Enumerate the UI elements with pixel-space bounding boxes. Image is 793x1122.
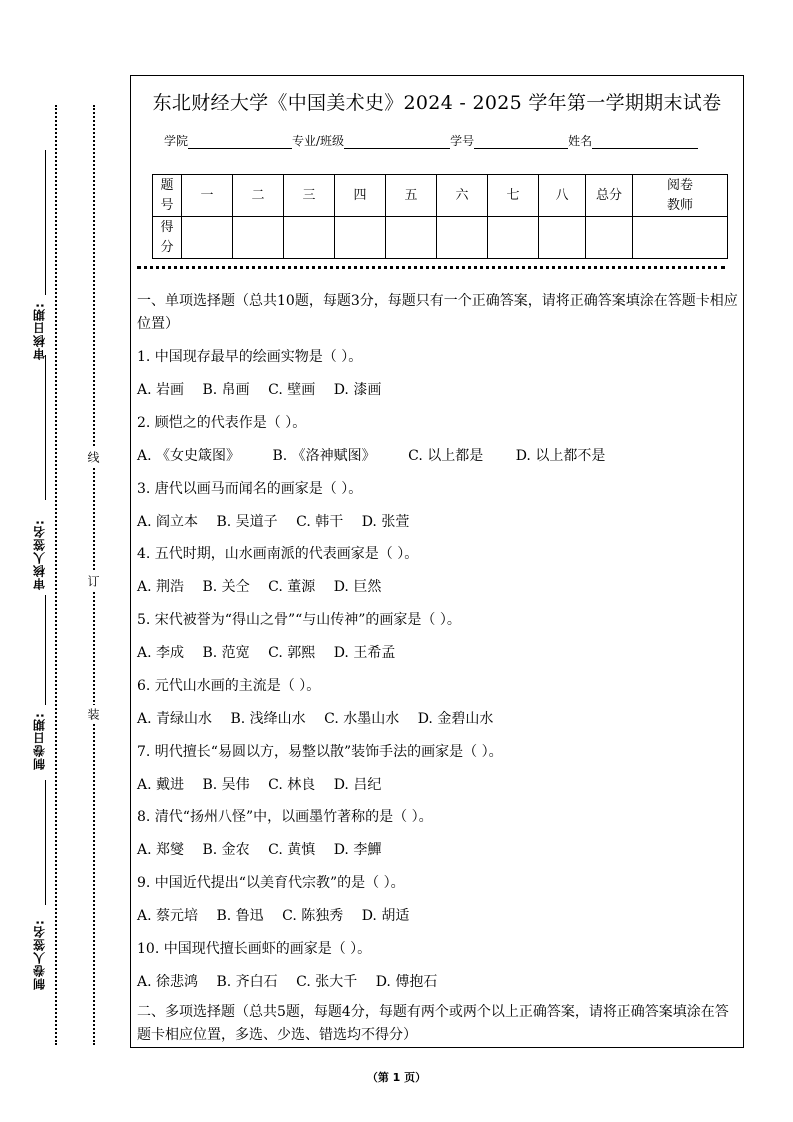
question-8-options <box>137 839 395 859</box>
option-d[interactable]: D. 金碧山水 <box>417 711 494 727</box>
option-c[interactable]: C. 以上都是 <box>408 448 484 464</box>
score-table-header-row <box>153 175 728 217</box>
student-id-field[interactable] <box>474 134 568 149</box>
col-q1: 一 <box>182 175 233 217</box>
score-cell-q5[interactable] <box>386 217 437 259</box>
score-cell-q2[interactable] <box>233 217 284 259</box>
question-7-options <box>137 774 395 794</box>
score-cell-q8[interactable] <box>539 217 586 259</box>
section2-heading: 二、多项选择题（总共5题，每题4分，每题有两个或两个以上正确答案，请将正确答案填涂在答题卡相应位置，多选、少选、错选均不得分） <box>137 1004 729 1043</box>
option-c[interactable]: C. 水墨山水 <box>324 711 400 727</box>
student-info-row <box>164 132 698 149</box>
compile-date-field[interactable] <box>45 595 46 705</box>
col-q3: 三 <box>284 175 335 217</box>
option-d[interactable]: D. 张萱 <box>361 514 410 530</box>
option-b[interactable]: B. 吴伟 <box>202 777 250 793</box>
option-b[interactable]: B. 金农 <box>202 842 250 858</box>
option-c[interactable]: C. 董源 <box>268 579 316 595</box>
option-c[interactable]: C. 郭熙 <box>268 645 316 661</box>
option-a[interactable]: A. 荆浩 <box>137 579 185 595</box>
option-a[interactable]: A. 蔡元培 <box>137 908 199 924</box>
option-a[interactable]: A. 徐悲鸿 <box>137 974 199 990</box>
question-3: 3. 唐代以画马而闻名的画家是（ ）。 <box>137 481 363 497</box>
option-d[interactable]: D. 吕纪 <box>333 777 382 793</box>
score-cell-grader[interactable] <box>633 217 728 259</box>
option-b[interactable]: B. 范宽 <box>202 645 250 661</box>
question-1-options <box>137 379 395 399</box>
question-6: 6. 元代山水画的主流是（ ）。 <box>137 678 321 694</box>
option-b[interactable]: B. 帛画 <box>202 382 250 398</box>
option-a[interactable]: A. 《女史箴图》 <box>137 448 241 464</box>
question-3-options <box>137 511 423 531</box>
score-cell-total[interactable] <box>586 217 633 259</box>
option-b[interactable]: B. 浅绛山水 <box>230 711 306 727</box>
option-d[interactable]: D. 巨然 <box>333 579 382 595</box>
question-10-options <box>137 971 451 991</box>
exam-frame <box>130 75 744 1048</box>
college-field[interactable] <box>188 134 292 149</box>
option-d[interactable]: D. 胡适 <box>361 908 410 924</box>
option-a[interactable]: A. 青绿山水 <box>137 711 213 727</box>
question-4: 4. 五代时期，山水画南派的代表画家是（ ）。 <box>137 546 419 562</box>
col-q8: 八 <box>539 175 586 217</box>
score-cell-q3[interactable] <box>284 217 335 259</box>
col-q4: 四 <box>335 175 386 217</box>
score-table-row-label: 题号 <box>153 175 182 217</box>
question-5-options <box>137 642 409 662</box>
question-10: 10. 中国现代擅长画虾的画家是（ ）。 <box>137 941 372 957</box>
compile-date-label: 制卷日期: <box>32 712 47 770</box>
score-cell-q4[interactable] <box>335 217 386 259</box>
col-q2: 二 <box>233 175 284 217</box>
option-d[interactable]: D. 漆画 <box>333 382 382 398</box>
question-9: 9. 中国近代提出“以美育代宗教”的是（ ）。 <box>137 875 405 891</box>
option-c[interactable]: C. 韩干 <box>296 514 344 530</box>
option-b[interactable]: B. 关仝 <box>202 579 250 595</box>
question-9-options <box>137 905 423 925</box>
question-2-options <box>137 445 633 465</box>
binding-char-bind: 装 <box>86 705 102 723</box>
score-row-label: 得分 <box>153 217 182 259</box>
option-c[interactable]: C. 林良 <box>268 777 316 793</box>
major-class-label: 专业/班级 <box>292 134 345 148</box>
option-a[interactable]: A. 李成 <box>137 645 185 661</box>
option-b[interactable]: B. 鲁迅 <box>216 908 264 924</box>
option-d[interactable]: D. 王希孟 <box>333 645 396 661</box>
col-q5: 五 <box>386 175 437 217</box>
option-c[interactable]: C. 张大千 <box>296 974 358 990</box>
section1-heading: 一、单项选择题（总共10题，每题3分，每题只有一个正确答案，请将正确答案填涂在答题卡相应位置） <box>137 293 738 332</box>
option-a[interactable]: A. 阎立本 <box>137 514 199 530</box>
margin-dotted-line-left <box>55 105 57 1045</box>
col-q6: 六 <box>437 175 488 217</box>
binding-char-line: 线 <box>86 448 102 466</box>
score-cell-q7[interactable] <box>488 217 539 259</box>
question-6-options <box>137 708 507 728</box>
compiler-signature-label: 制卷人签名: <box>32 919 47 990</box>
question-8: 8. 清代“扬州八怪”中，以画墨竹著称的是（ ）。 <box>137 809 433 825</box>
name-field[interactable] <box>592 134 698 149</box>
exam-title: 东北财经大学《中国美术史》2024 - 2025 学年第一学期期末试卷 <box>152 92 722 114</box>
option-d[interactable]: D. 李鱓 <box>333 842 382 858</box>
student-id-label: 学号 <box>450 134 475 148</box>
score-cell-q6[interactable] <box>437 217 488 259</box>
option-b[interactable]: B. 《洛神赋图》 <box>272 448 376 464</box>
compiler-signature-field[interactable] <box>45 780 46 905</box>
college-label: 学院 <box>164 134 189 148</box>
score-cell-q1[interactable] <box>182 217 233 259</box>
option-c[interactable]: C. 黄慎 <box>268 842 316 858</box>
option-a[interactable]: A. 郑燮 <box>137 842 185 858</box>
col-total: 总分 <box>586 175 633 217</box>
option-c[interactable]: C. 壁画 <box>268 382 316 398</box>
score-table-score-row <box>153 217 728 259</box>
reviewer-signature-label: 审核人签名: <box>32 519 47 590</box>
reviewer-signature-field[interactable] <box>45 355 46 500</box>
review-date-label: 审核日期: <box>32 302 47 360</box>
score-table <box>152 174 728 259</box>
option-d[interactable]: D. 以上都不是 <box>515 448 606 464</box>
option-a[interactable]: A. 戴进 <box>137 777 185 793</box>
review-date-field[interactable] <box>45 150 46 295</box>
option-b[interactable]: B. 齐白石 <box>216 974 278 990</box>
binding-char-staple: 订 <box>86 572 102 590</box>
col-grader: 阅卷教师 <box>633 175 728 217</box>
question-7: 7. 明代擅长“易圆以方，易整以散”装饰手法的画家是（ ）。 <box>137 744 503 760</box>
col-q7: 七 <box>488 175 539 217</box>
name-label: 姓名 <box>568 134 593 148</box>
question-2: 2. 顾恺之的代表作是（ ）。 <box>137 415 307 431</box>
page-number: （第 1 页） <box>366 1071 427 1084</box>
question-5: 5. 宋代被誉为“得山之骨”“与山传神”的画家是（ ）。 <box>137 612 461 628</box>
option-b[interactable]: B. 吴道子 <box>216 514 278 530</box>
major-class-field[interactable] <box>344 134 450 149</box>
option-a[interactable]: A. 岩画 <box>137 382 185 398</box>
header-separator <box>137 266 725 269</box>
option-d[interactable]: D. 傅抱石 <box>375 974 438 990</box>
question-1: 1. 中国现存最早的绘画实物是（ ）。 <box>137 349 363 365</box>
question-4-options <box>137 576 395 596</box>
option-c[interactable]: C. 陈独秀 <box>282 908 344 924</box>
